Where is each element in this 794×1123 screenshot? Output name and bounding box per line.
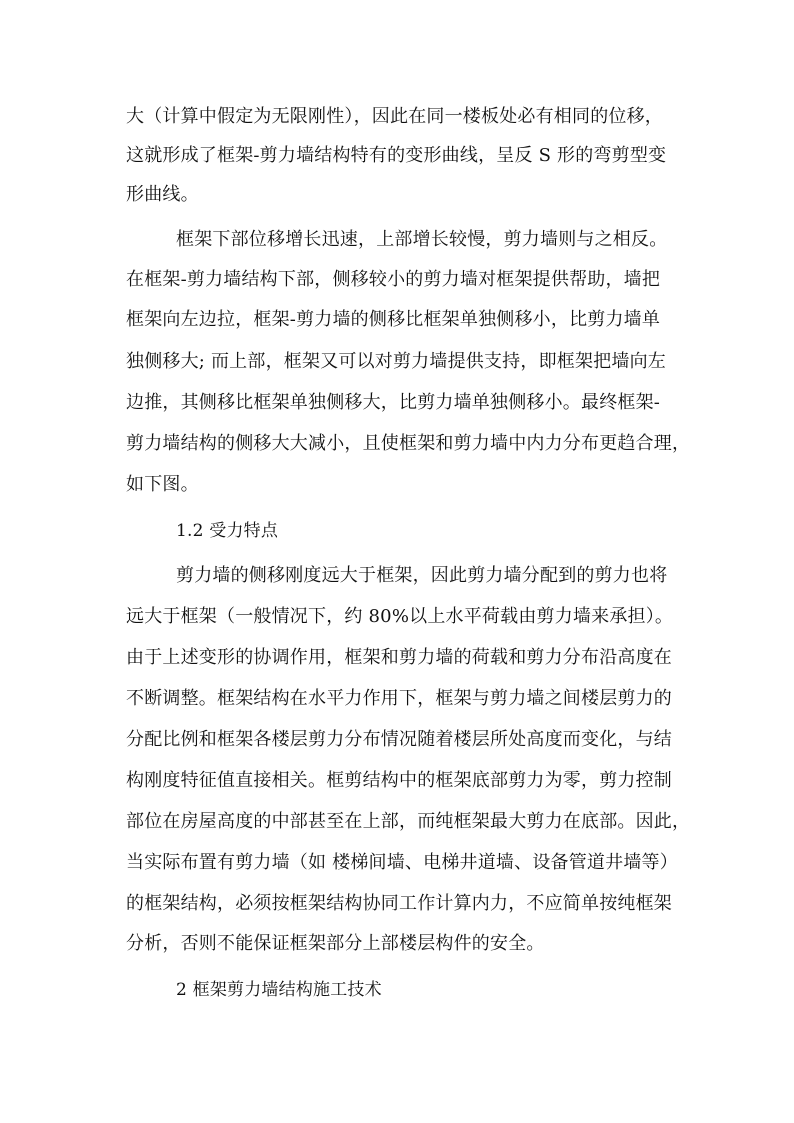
paragraph-line: 框架向左边拉，框架-剪力墙的侧移比框架单独侧移小，比剪力墙单 bbox=[126, 309, 661, 330]
section-heading-1-2: 1.2 受力特点 bbox=[176, 521, 279, 541]
paragraph-line: 框架下部位移增长迅速，上部增长较慢，剪力墙则与之相反。 bbox=[176, 229, 668, 250]
paragraph-line: 部位在房屋高度的中部甚至在上部，而纯框架最大剪力在底部。因此， bbox=[126, 811, 691, 832]
paragraph-line: 剪力墙的侧移刚度远大于框架，因此剪力墙分配到的剪力也将 bbox=[176, 565, 668, 586]
paragraph-line: 远大于框架（一般情况下，约 80%以上水平荷载由剪力墙来承担）。 bbox=[126, 606, 674, 627]
section-heading-2: 2 框架剪力墙结构施工技术 bbox=[176, 980, 382, 1000]
paragraph-line: 的框架结构，必须按框架结构协同工作计算内力，不应简单按纯框架 bbox=[126, 893, 672, 914]
paragraph-line: 剪力墙结构的侧移大大减小，且使框架和剪力墙中内力分布更趋合理， bbox=[126, 433, 691, 454]
paragraph-line: 在框架-剪力墙结构下部，侧移较小的剪力墙对框架提供帮助，墙把 bbox=[126, 269, 661, 290]
paragraph-line: 如下图。 bbox=[126, 474, 199, 495]
paragraph-line: 分析，否则不能保证框架部分上部楼层构件的安全。 bbox=[126, 933, 545, 954]
paragraph-line: 不断调整。框架结构在水平力作用下，框架与剪力墙之间楼层剪力的 bbox=[126, 688, 672, 709]
paragraph-line: 大（计算中假定为无限刚性），因此在同一楼板处必有相同的位移， bbox=[126, 106, 663, 127]
paragraph-line: 由于上述变形的协调作用，框架和剪力墙的荷载和剪力分布沿高度在 bbox=[126, 647, 672, 668]
paragraph-line: 这就形成了框架-剪力墙结构特有的变形曲线，呈反 S 形的弯剪型变 bbox=[126, 145, 667, 166]
paragraph-line: 当实际布置有剪力墙（如 楼梯间墙、电梯井道墙、设备管道井墙等） bbox=[126, 852, 678, 873]
paragraph-line: 形曲线。 bbox=[126, 184, 199, 205]
paragraph-line: 独侧移大; 而上部，框架又可以对剪力墙提供支持，即框架把墙向左 bbox=[126, 351, 666, 372]
paragraph-line: 分配比例和框架各楼层剪力分布情况随着楼层所处高度而变化，与结 bbox=[126, 729, 672, 750]
paragraph-line: 构刚度特征值直接相关。框剪结构中的框架底部剪力为零，剪力控制 bbox=[126, 770, 672, 791]
paragraph-line: 边推，其侧移比框架单独侧移大，比剪力墙单独侧移小。最终框架- bbox=[126, 392, 661, 413]
